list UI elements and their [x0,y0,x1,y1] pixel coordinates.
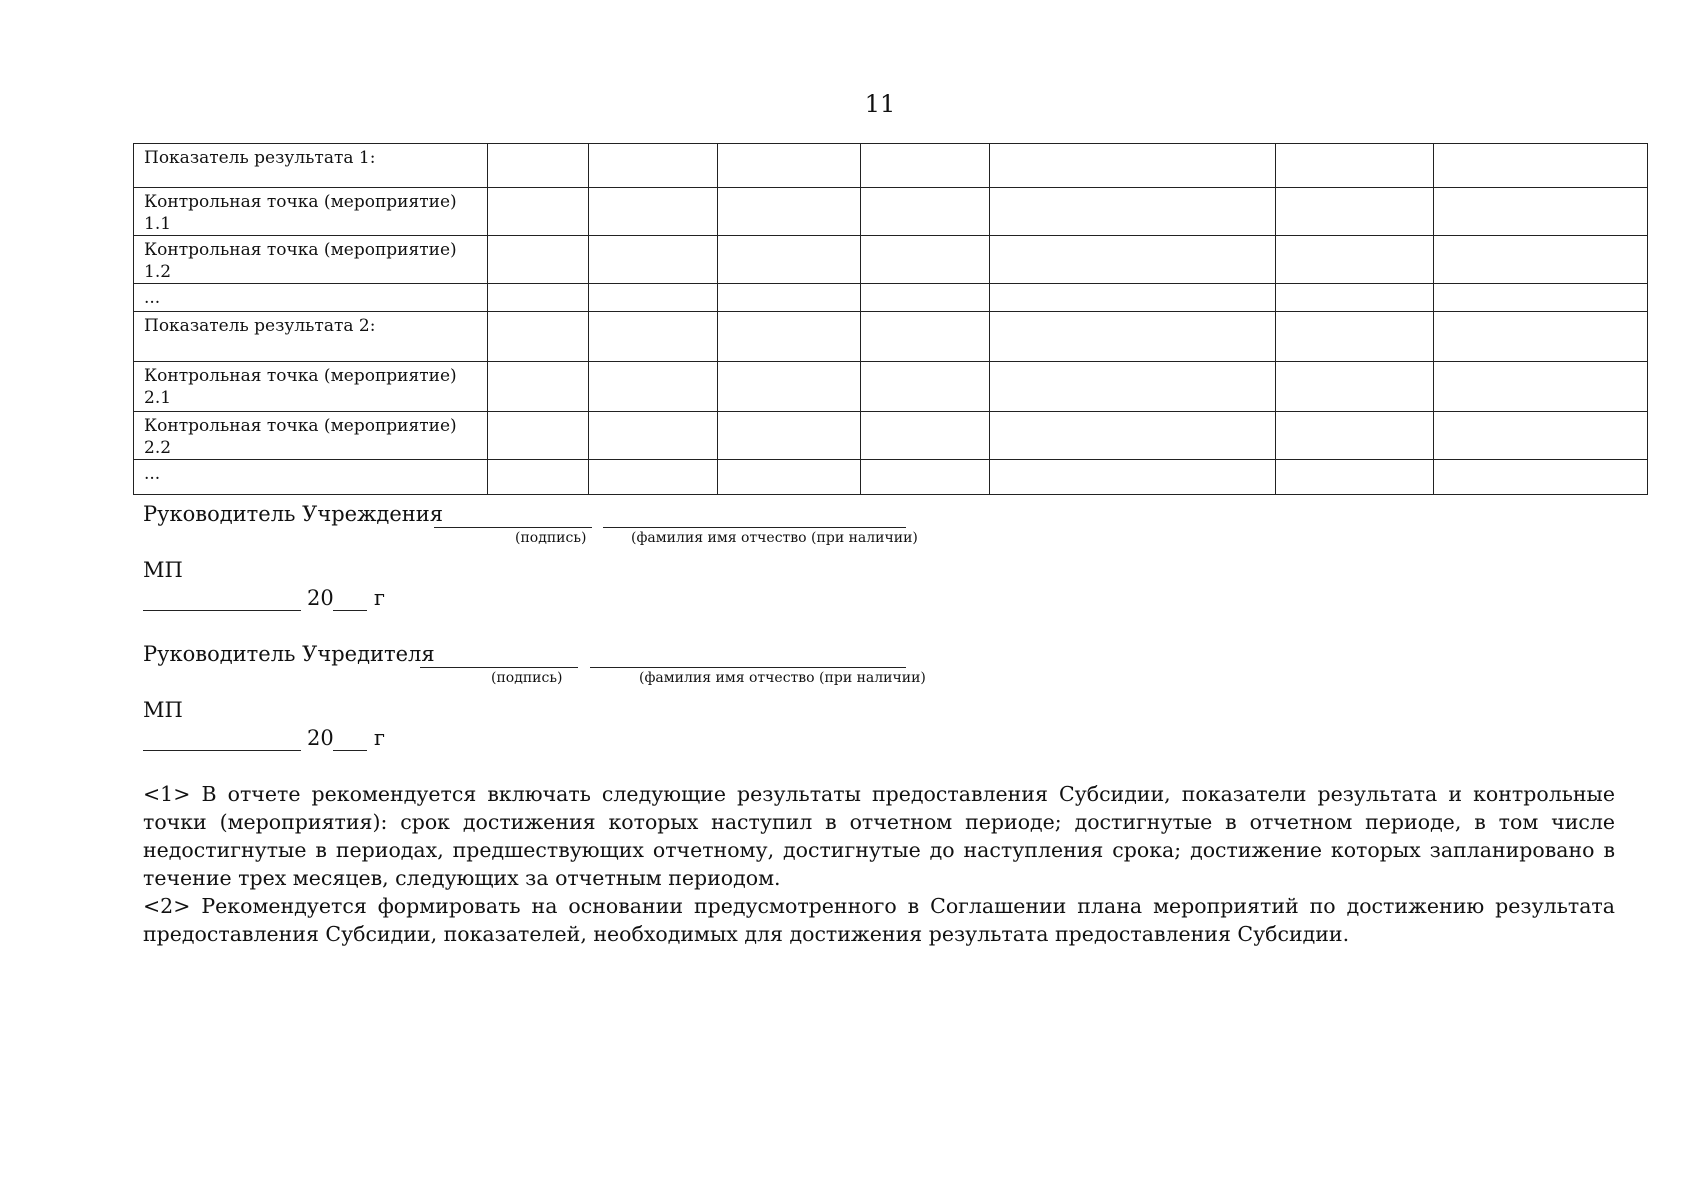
date-line [143,750,301,751]
table-cell [589,312,718,362]
row-label: Контрольная точка (мероприятие) 1.1 [134,188,488,236]
table-cell [990,460,1276,495]
table-cell [1434,460,1648,495]
table-cell [990,412,1276,460]
table-cell [990,188,1276,236]
year-line [333,750,367,751]
table-cell [861,460,990,495]
table-cell [861,144,990,188]
year-prefix: 20 [307,586,334,610]
footnote-1: <1> В отчете рекомендуется включать следующие результаты предоставления Субсидии, показатели результата и контрольные точки (мероприятия): срок достижения которых наступил в отчетном периоде; достигнутые в отчетном периоде, в том числе недостигнутые в периодах, предшествующих отчетному, достигнутые до наступления срока; достижение которых запланировано в течение трех месяцев, следующих за отчетным периодом. [143,782,1615,890]
date-line [143,610,301,611]
table-cell [488,236,589,284]
row-label: Контрольная точка (мероприятие) 2.2 [134,412,488,460]
table-cell [861,412,990,460]
name-line [590,667,906,668]
row-label: Показатель результата 1: [134,144,488,188]
table-cell [1434,362,1648,412]
table-cell [861,312,990,362]
name-caption: (фамилия имя отчество (при наличии) [631,530,918,546]
name-line [603,527,906,528]
signature-title: Руководитель Учредителя [143,642,435,666]
table-cell [488,412,589,460]
table-row [134,188,1648,236]
table-cell [1276,460,1434,495]
table-cell [718,362,861,412]
table-cell [718,144,861,188]
row-label: ... [134,460,488,495]
table-cell [990,312,1276,362]
table-cell [1434,312,1648,362]
row-label: Контрольная точка (мероприятие) 1.2 [134,236,488,284]
signature-line [434,527,592,528]
table-cell [1434,236,1648,284]
table-row [134,312,1648,362]
table-cell [718,236,861,284]
table-row [134,412,1648,460]
table-row [134,362,1648,412]
table-row [134,284,1648,312]
year-line [333,610,367,611]
table-cell [488,460,589,495]
row-label: Показатель результата 2: [134,312,488,362]
signature-line [420,667,578,668]
table-cell [1434,412,1648,460]
table-cell [1276,284,1434,312]
table-row [134,236,1648,284]
table-cell [718,188,861,236]
table-cell [1434,188,1648,236]
table-cell [488,188,589,236]
table-cell [718,460,861,495]
table-cell [488,362,589,412]
table-cell [990,362,1276,412]
row-label: ... [134,284,488,312]
row-label: Контрольная точка (мероприятие) 2.1 [134,362,488,412]
table-cell [1276,412,1434,460]
year-prefix: 20 [307,726,334,750]
table-cell [1434,144,1648,188]
year-suffix: г [374,726,386,750]
table-cell [990,144,1276,188]
table-cell [861,362,990,412]
table-row [134,460,1648,495]
table-cell [718,284,861,312]
table-cell [589,460,718,495]
table-cell [589,236,718,284]
table-cell [589,284,718,312]
table-cell [1276,144,1434,188]
name-caption: (фамилия имя отчество (при наличии) [639,670,926,686]
table-cell [861,236,990,284]
table-cell [861,188,990,236]
page-number: 11 [864,90,896,118]
table-cell [589,362,718,412]
table-cell [1276,188,1434,236]
table-cell [718,312,861,362]
year-suffix: г [374,586,386,610]
table-cell [488,284,589,312]
seal-label: МП [143,698,183,722]
table-cell [589,144,718,188]
table-cell [1276,362,1434,412]
table-cell [1276,312,1434,362]
footnotes [143,780,1615,948]
table-cell [488,312,589,362]
table-cell [718,412,861,460]
signature-caption: (подпись) [515,530,587,546]
table-cell [1434,284,1648,312]
report-table [133,143,1648,495]
footnote-2: <2> Рекомендуется формировать на основании предусмотренного в Соглашении плана мероприятий по достижению результата предоставления Субсидии, показателей, необходимых для достижения результата предоставления Субсидии. [143,894,1615,946]
table-cell [861,284,990,312]
table-cell [589,412,718,460]
table-cell [990,284,1276,312]
signature-caption: (подпись) [491,670,563,686]
table-row [134,144,1648,188]
table-cell [589,188,718,236]
seal-label: МП [143,558,183,582]
table-cell [488,144,589,188]
table-cell [990,236,1276,284]
signature-title: Руководитель Учреждения [143,502,443,526]
table-cell [1276,236,1434,284]
